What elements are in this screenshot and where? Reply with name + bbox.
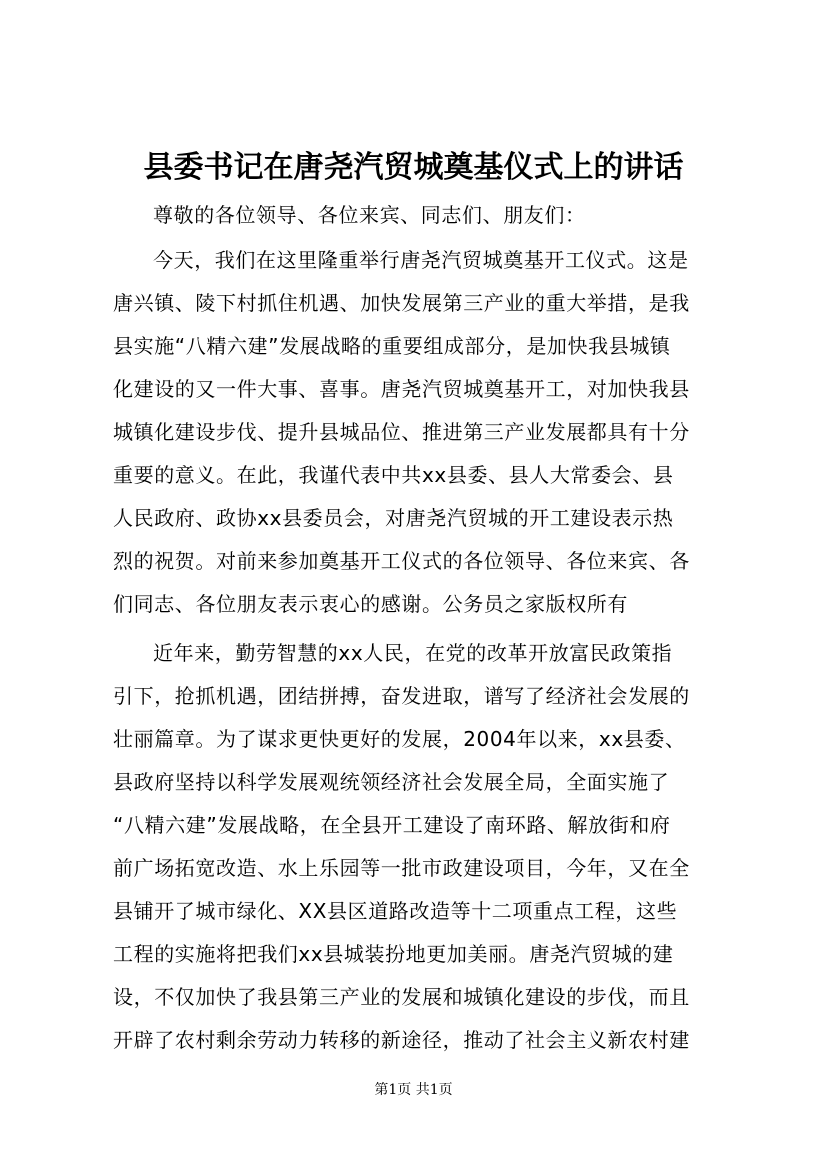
page-footer: 第1页 共1页 — [374, 1082, 453, 1098]
text-line: 引下，抢抓机遇，团结拼搏，奋发进取，谱写了经济社会发展的 — [113, 684, 690, 708]
paragraph-2 — [113, 632, 725, 1062]
text-line: 县实施“八精六建”发展战略的重要组成部分，是加快我县城镇 — [113, 334, 671, 358]
text-line: 县铺开了城市绿化、XX县区道路改造等十二项重点工程，这些 — [113, 899, 678, 923]
salutation: 尊敬的各位领导、各位来宾、同志们、朋友们： — [153, 203, 586, 227]
text-line: 壮丽篇章。为了谋求更快更好的发展，2004年以来，xx县委、 — [113, 727, 686, 751]
text-line: 人民政府、政协xx县委员会，对唐尧汽贸城的开工建设表示热 — [113, 506, 674, 530]
text-line: 唐兴镇、陵下村抓住机遇、加快发展第三产业的重大举措，是我 — [113, 291, 690, 315]
text-line: 工程的实施将把我们xx县城装扮地更加美丽。唐尧汽贸城的建 — [113, 942, 674, 966]
text-line: 化建设的又一件大事、喜事。唐尧汽贸城奠基开工，对加快我县 — [113, 377, 690, 401]
text-line: 前广场拓宽改造、水上乐园等一批市政建设项目，今年，又在全 — [113, 856, 690, 880]
text-line: 烈的祝贺。对前来参加奠基开工仪式的各位领导、各位来宾、各 — [113, 549, 690, 573]
text-line: 设，不仅加快了我县第三产业的发展和城镇化建设的步伐，而且 — [113, 985, 690, 1009]
paragraph-1 — [113, 239, 725, 626]
text-line: 今天，我们在这里隆重举行唐尧汽贸城奠基开工仪式。这是 — [153, 248, 689, 272]
text-line: 城镇化建设步伐、提升县城品位、推进第三产业发展都具有十分 — [113, 420, 690, 444]
text-line: 开辟了农村剩余劳动力转移的新途径，推动了社会主义新农村建 — [113, 1028, 690, 1052]
document-body — [113, 196, 725, 1068]
text-line: 们同志、各位朋友表示衷心的感谢。公务员之家版权所有 — [113, 592, 628, 616]
document-title: 县委书记在唐尧汽贸城奠基仪式上的讲话 — [143, 150, 684, 185]
text-line: 县政府坚持以科学发展观统领经济社会发展全局，全面实施了 — [113, 770, 670, 794]
text-line: 近年来，勤劳智慧的xx人民，在党的改革开放富民政策指 — [153, 641, 673, 665]
text-line: 重要的意义。在此，我谨代表中共xx县委、县人大常委会、县 — [113, 463, 674, 487]
text-line: “八精六建”发展战略，在全县开工建设了南环路、解放街和府 — [113, 813, 671, 837]
